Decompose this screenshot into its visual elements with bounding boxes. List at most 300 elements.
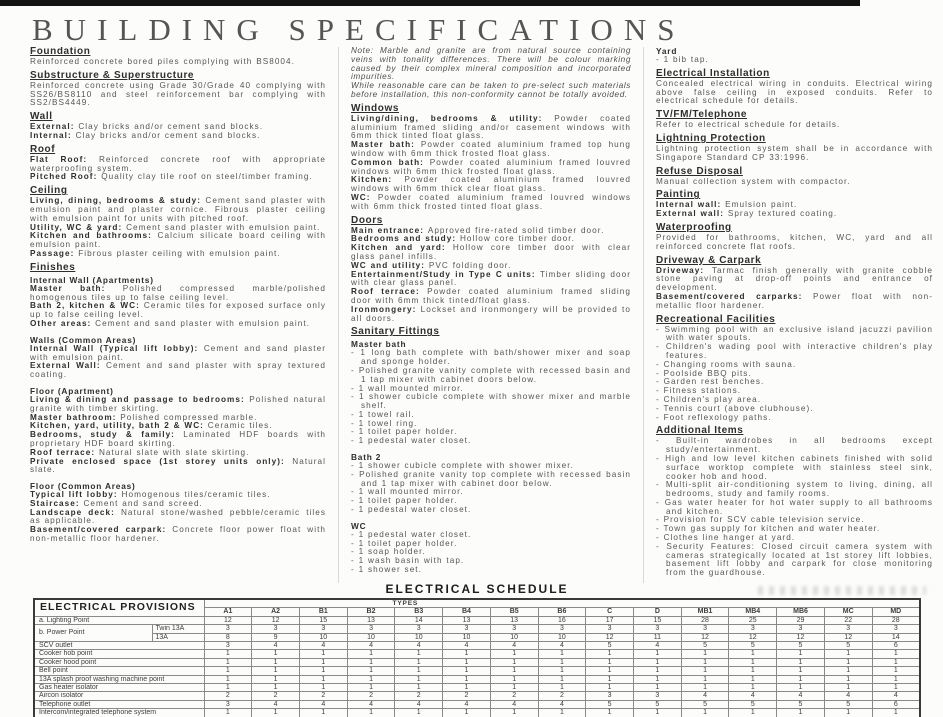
spec-label: Internal wall: xyxy=(656,200,726,210)
schedule-value: 1 xyxy=(252,709,300,717)
spec-item: Driveway: Tarmac finish generally with granite cobble stone paving at drop-off points and entrance of development. xyxy=(656,265,933,293)
spec-label: External wall: xyxy=(656,209,728,219)
schedule-value: 1 xyxy=(824,684,872,692)
spec-item: Internal wall: Emulsion paint. xyxy=(656,200,798,210)
schedule-value: 12 xyxy=(586,633,634,641)
bullet-item: - 1 long bath complete with bath/shower mixer and soap and sponge holder. xyxy=(351,348,631,367)
schedule-value: 1 xyxy=(633,675,681,683)
row-sublabel: 13A xyxy=(152,633,204,641)
schedule-value: 1 xyxy=(586,667,634,675)
schedule-value: 3 xyxy=(538,625,586,633)
spec-label: External: xyxy=(30,122,79,132)
schedule-value: 29 xyxy=(777,616,825,624)
schedule-value: 4 xyxy=(347,700,395,708)
bullet-item: - Swimming pool with an exclusive island jacuzzi pavilion with water spouts. xyxy=(656,324,933,343)
schedule-value: 2 xyxy=(395,692,443,700)
schedule-value: 6 xyxy=(872,642,920,650)
schedule-value: 12 xyxy=(252,616,300,624)
type-col-header: MD xyxy=(872,608,920,616)
schedule-value: 22 xyxy=(824,616,872,624)
schedule-value: 1 xyxy=(681,684,729,692)
schedule-value: 2 xyxy=(538,692,586,700)
spec-label: Typical lift lobby: xyxy=(30,490,122,500)
schedule-value: 2 xyxy=(490,692,538,700)
section-heading: Waterproofing xyxy=(656,221,732,233)
bullet-item: - 1 soap holder. xyxy=(351,547,426,557)
schedule-value: 1 xyxy=(777,675,825,683)
spec-label: Roof terrace: xyxy=(30,447,99,457)
sub-heading: Yard xyxy=(656,47,678,56)
bullet-item: - 1 toilet paper holder. xyxy=(351,427,458,437)
schedule-value: 1 xyxy=(395,684,443,692)
bullet-item: - Town gas supply for kitchen and water heater. xyxy=(656,524,881,534)
schedule-value: 5 xyxy=(681,642,729,650)
schedule-value: 4 xyxy=(395,642,443,650)
spec-label: Living/dining, bedrooms & utility: xyxy=(351,113,555,123)
schedule-value: 1 xyxy=(347,650,395,658)
schedule-value: 1 xyxy=(872,650,920,658)
bullet-item: - High and low level kitchen cabinets finished with solid surface worktop complete with stainless steel sink, cooker hob and hood. xyxy=(656,453,933,481)
type-col-header: B6 xyxy=(538,608,586,616)
section-heading: Lightning Protection xyxy=(656,132,766,144)
schedule-value: 1 xyxy=(395,650,443,658)
schedule-value: 10 xyxy=(299,633,347,641)
schedule-value: 1 xyxy=(204,675,252,683)
schedule-value: 8 xyxy=(204,633,252,641)
schedule-value: 1 xyxy=(490,650,538,658)
type-col-header: D xyxy=(633,608,681,616)
bullet-item: - 1 pedestal water closet. xyxy=(351,436,472,446)
schedule-value: 1 xyxy=(633,709,681,717)
row-label: Gas heater isolator xyxy=(34,684,204,692)
schedule-value: 1 xyxy=(586,650,634,658)
schedule-value: 1 xyxy=(586,675,634,683)
spec-label: Entertainment/Study in Type C units: xyxy=(351,269,540,279)
spec-item: Living/dining, bedrooms & utility: Powder coated aluminium framed sliding and/or casement windows with 6mm thick tinted float glass. xyxy=(351,113,631,141)
spec-label: WC: xyxy=(351,192,378,202)
schedule-value: 3 xyxy=(204,700,252,708)
sub-heading: Floor (Common Areas) xyxy=(30,481,136,492)
schedule-value: 1 xyxy=(252,684,300,692)
spec-item: Kitchen and yard: Hollow core timber door with clear glass panel infills. xyxy=(351,243,632,261)
section-heading: Finishes xyxy=(30,261,76,273)
schedule-value: 1 xyxy=(681,650,729,658)
spec-label: Living & dining and passage to bedrooms: xyxy=(30,394,250,404)
bullet-item: - 1 pedestal water closet. xyxy=(351,529,472,539)
row-label: Bell point xyxy=(34,667,204,675)
schedule-value: 1 xyxy=(777,658,825,666)
schedule-value: 1 xyxy=(299,675,347,683)
schedule-value: 3 xyxy=(252,625,300,633)
spec-columns xyxy=(30,47,933,583)
top-black-bar xyxy=(0,0,860,6)
schedule-value: 5 xyxy=(681,700,729,708)
schedule-value: 11 xyxy=(633,633,681,641)
section-gap xyxy=(351,515,631,519)
spec-item: Landscape deck: Natural stone/washed pebble/ceramic tiles as applicable. xyxy=(30,507,327,526)
bullet-item: - 1 toilet paper holder. xyxy=(351,496,458,506)
schedule-row xyxy=(34,650,920,658)
bullet-item: - Provision for SCV cable television service. xyxy=(656,515,865,525)
schedule-value: 1 xyxy=(538,667,586,675)
schedule-value: 14 xyxy=(395,616,443,624)
column-right xyxy=(643,47,933,583)
spec-item: Internal: Clay bricks and/or cement sand blocks. xyxy=(30,130,261,140)
schedule-value: 1 xyxy=(633,650,681,658)
schedule-value: 4 xyxy=(252,700,300,708)
schedule-value: 3 xyxy=(824,625,872,633)
schedule-value: 3 xyxy=(395,625,443,633)
spec-item: Basement/covered carparks: Power float with non-metallic floor hardener. xyxy=(656,291,933,310)
schedule-value: 3 xyxy=(872,625,920,633)
spec-label: Bedrooms and study: xyxy=(351,234,460,244)
schedule-value: 1 xyxy=(443,709,491,717)
spec-label: Kitchen, yard, utility, bath 2 & WC: xyxy=(30,421,208,431)
schedule-value: 5 xyxy=(729,642,777,650)
schedule-value: 1 xyxy=(729,658,777,666)
row-label: Cooker hob point xyxy=(34,650,204,658)
schedule-value: 1 xyxy=(729,650,777,658)
schedule-value: 2 xyxy=(347,692,395,700)
schedule-value: 4 xyxy=(777,692,825,700)
type-col-header: B3 xyxy=(395,608,443,616)
spec-item: Entertainment/Study in Type C units: Timber sliding door with clear glass panel. xyxy=(351,269,631,288)
schedule-row xyxy=(34,667,920,675)
spec-label: Pitched Roof: xyxy=(30,172,102,182)
type-col-header: MB1 xyxy=(681,608,729,616)
row-label: Aircon isolator xyxy=(34,692,204,700)
spec-label: Driveway: xyxy=(656,265,712,275)
section-heading: TV/FM/Telephone xyxy=(656,109,748,121)
section-heading: Refuse Disposal xyxy=(656,165,743,177)
schedule-value: 1 xyxy=(824,650,872,658)
spec-item: Living, dining, bedrooms & study: Cement sand plaster with emulsion paint and plaster cornice. Fibrous plaster ceiling with emulsion paint for units with pitched roof. xyxy=(30,196,326,223)
row-label: SCV outlet xyxy=(34,642,204,650)
schedule-value: 1 xyxy=(299,658,347,666)
spec-label: Ironmongery: xyxy=(351,304,421,314)
paragraph: Provided for bathrooms, kitchen, WC, yard and all reinforced concrete flat roofs. xyxy=(656,232,933,251)
schedule-value: 4 xyxy=(490,700,538,708)
schedule-value: 3 xyxy=(633,625,681,633)
section-heading: Windows xyxy=(351,102,399,114)
schedule-value: 1 xyxy=(681,675,729,683)
schedule-value: 3 xyxy=(777,625,825,633)
bullet-item: - 1 wash basin with tap. xyxy=(351,556,465,566)
row-label: Cooker hood point xyxy=(34,658,204,666)
schedule-value: 1 xyxy=(347,675,395,683)
spec-label: Landscape deck: xyxy=(30,507,121,517)
paragraph: Concealed electrical wiring in conduits. Electrical wiring above false ceiling in exposed conduits. Refer to electrical schedule for details. xyxy=(656,78,933,106)
type-col-header: B5 xyxy=(490,608,538,616)
schedule-value: 12 xyxy=(681,633,729,641)
paragraph: Reinforced concrete bored piles complying with BS8004. xyxy=(30,57,295,66)
type-col-header: MB6 xyxy=(777,608,825,616)
paragraph: Lightning protection system shall be in accordance with Singapore Standard CP 33:1996. xyxy=(656,143,933,162)
schedule-value: 12 xyxy=(824,633,872,641)
section-gap xyxy=(30,475,326,479)
schedule-value: 1 xyxy=(872,684,920,692)
spec-item: Private enclosed space (1st storey units only): Natural slate. xyxy=(30,456,326,475)
schedule-value: 25 xyxy=(729,616,777,624)
spec-label: Staircase: xyxy=(30,498,84,508)
sub-heading: Bath 2 xyxy=(351,452,382,463)
type-col-header: B4 xyxy=(443,608,491,616)
spec-label: External Wall: xyxy=(30,361,106,371)
spec-item: Main entrance: Approved fire-rated solid timber door. xyxy=(351,225,605,235)
spec-label: WC and utility: xyxy=(351,260,429,270)
bullet-item: - Changing rooms with sauna. xyxy=(656,359,797,369)
spec-item: WC and utility: PVC folding door. xyxy=(351,260,512,270)
schedule-value: 1 xyxy=(586,684,634,692)
schedule-value: 5 xyxy=(729,700,777,708)
spec-item: Passage: Fibrous plaster ceiling with emulsion paint. xyxy=(30,248,281,258)
spec-label: Kitchen and yard: xyxy=(351,243,453,253)
schedule-value: 1 xyxy=(490,667,538,675)
section-heading: Painting xyxy=(656,189,701,201)
sub-heading: WC xyxy=(351,520,367,531)
spec-item: Bedrooms and study: Hollow core timber door. xyxy=(351,234,575,244)
spec-label: Internal: xyxy=(30,130,76,140)
schedule-value: 1 xyxy=(443,684,491,692)
bullet-item: - Children's play area. xyxy=(656,394,762,404)
section-heading: Substructure & Superstructure xyxy=(30,69,195,81)
electrical-schedule-table xyxy=(33,598,921,717)
paragraph: Manual collection system with compactor. xyxy=(656,176,851,186)
schedule-value: 12 xyxy=(204,616,252,624)
schedule-value: 3 xyxy=(586,692,634,700)
spec-label: Basement/covered carparks: xyxy=(656,291,813,301)
schedule-value: 2 xyxy=(299,692,347,700)
schedule-value: 5 xyxy=(586,700,634,708)
schedule-value: 1 xyxy=(633,684,681,692)
spec-label: Passage: xyxy=(30,248,79,258)
bullet-item: - Gas water heater for hot water supply to all bathrooms and kitchen. xyxy=(656,497,933,516)
schedule-value: 1 xyxy=(443,675,491,683)
spec-label: Common bath: xyxy=(351,157,430,167)
spec-item: Kitchen: Powder coated aluminium framed louvred windows with 6mm thick clear float glass. xyxy=(351,175,631,194)
schedule-row xyxy=(34,700,920,708)
schedule-value: 15 xyxy=(299,616,347,624)
type-col-header: B1 xyxy=(299,608,347,616)
row-label: Telephone outlet xyxy=(34,700,204,708)
schedule-value: 2 xyxy=(443,692,491,700)
section-heading: Ceiling xyxy=(30,185,68,197)
paragraph: Reinforced concrete using Grade 30/Grade 40 complying with SS26/BS8110 and steel reinforcement bar complying with SS2/BS4449. xyxy=(30,80,326,108)
spec-item: Master bath: Powder coated aluminium framed top hung window with 6mm thick frosted float glass. xyxy=(351,140,631,158)
schedule-value: 1 xyxy=(777,650,825,658)
schedule-value: 10 xyxy=(490,633,538,641)
type-col-header: B2 xyxy=(347,608,395,616)
spec-label: Internal Wall (Typical lift lobby): xyxy=(30,343,204,353)
schedule-value: 3 xyxy=(729,625,777,633)
schedule-row xyxy=(34,692,920,700)
schedule-row xyxy=(34,684,920,692)
spec-item: External wall: Spray textured coating. xyxy=(656,209,838,219)
provisions-header: ELECTRICAL PROVISIONS xyxy=(34,599,204,616)
spec-item: Common bath: Powder coated aluminium framed louvred windows with 6mm thick frosted float glass. xyxy=(351,157,631,176)
bullet-item: - 1 wall mounted mirror. xyxy=(351,487,464,497)
spec-label: Living, dining, bedrooms & study: xyxy=(30,196,206,206)
bullet-item: - Polished granite vanity top complete with recessed basin and 1 tap mixer with cabinet door below. xyxy=(351,469,631,488)
schedule-value: 4 xyxy=(538,642,586,650)
schedule-value: 1 xyxy=(633,667,681,675)
schedule-value: 2 xyxy=(204,692,252,700)
schedule-value: 10 xyxy=(443,633,491,641)
bullet-item: - 1 pedestal water closet. xyxy=(351,505,472,515)
schedule-value: 1 xyxy=(252,658,300,666)
schedule-value: 1 xyxy=(681,658,729,666)
spec-item: Roof terrace: Powder coated aluminium framed sliding door with 6mm thick tinted/float glass. xyxy=(351,287,631,305)
schedule-value: 4 xyxy=(824,692,872,700)
spec-label: Roof terrace: xyxy=(351,287,428,297)
schedule-value: 1 xyxy=(490,658,538,666)
section-gap xyxy=(30,329,326,333)
schedule-value: 1 xyxy=(204,709,252,717)
schedule-value: 1 xyxy=(347,709,395,717)
schedule-value: 1 xyxy=(299,650,347,658)
spec-label: Kitchen: xyxy=(351,175,405,185)
column-left xyxy=(30,47,338,583)
bullet-item: - 1 shower cubicle complete with shower mixer and marble shelf. xyxy=(351,392,631,411)
spec-label: Master bath: xyxy=(351,140,421,150)
bullet-item: - 1 toilet paper holder. xyxy=(351,538,458,548)
schedule-value: 1 xyxy=(538,675,586,683)
spec-label: Other areas: xyxy=(30,318,96,328)
schedule-row xyxy=(34,675,920,683)
sub-heading: Master bath xyxy=(351,339,407,350)
schedule-value: 3 xyxy=(204,625,252,633)
schedule-value: 3 xyxy=(443,625,491,633)
schedule-value: 4 xyxy=(395,700,443,708)
spec-label: Bedrooms, study & family: xyxy=(30,430,184,440)
schedule-value: 5 xyxy=(824,700,872,708)
schedule-value: 1 xyxy=(395,667,443,675)
schedule-value: 12 xyxy=(729,633,777,641)
sub-heading: Internal Wall (Apartments) xyxy=(30,274,154,285)
schedule-value: 1 xyxy=(681,709,729,717)
row-label: 13A splash proof washing machine point xyxy=(34,675,204,683)
spec-label: Bath 2, kitchen & WC: xyxy=(30,301,144,311)
schedule-row xyxy=(34,625,920,633)
paragraph: Refer to electrical schedule for details. xyxy=(656,120,841,130)
schedule-value: 1 xyxy=(443,667,491,675)
spec-item: Basement/covered carpark: Concrete floor power float with non-metallic floor hardener. xyxy=(30,525,326,544)
schedule-value: 1 xyxy=(252,675,300,683)
bullet-item: - Fitness stations. xyxy=(656,386,742,396)
schedule-value: 13 xyxy=(490,616,538,624)
schedule-value: 10 xyxy=(347,633,395,641)
schedule-value: 5 xyxy=(777,700,825,708)
schedule-value: 1 xyxy=(490,675,538,683)
spec-item: Staircase: Cement and sand screed. xyxy=(30,498,203,508)
section-heading: Sanitary Fittings xyxy=(351,326,440,338)
spec-label: Utility, WC & yard: xyxy=(30,222,127,232)
scan-artifact xyxy=(758,586,926,595)
schedule-value: 1 xyxy=(204,658,252,666)
schedule-value: 1 xyxy=(490,709,538,717)
type-col-header: MC xyxy=(824,608,872,616)
schedule-value: 4 xyxy=(872,692,920,700)
schedule-value: 4 xyxy=(729,692,777,700)
schedule-value: 1 xyxy=(395,675,443,683)
spec-item: Flat Roof: Reinforced concrete roof with appropriate waterproofing system. xyxy=(30,154,326,173)
schedule-value: 1 xyxy=(538,684,586,692)
schedule-value: 6 xyxy=(872,700,920,708)
section-heading: Doors xyxy=(351,214,383,226)
spec-item: Other areas: Cement and sand plaster with emulsion paint. xyxy=(30,318,311,328)
spec-item: Kitchen and bathrooms: Calcium silicate board ceiling with emulsion paint. xyxy=(30,231,326,250)
electrical-schedule xyxy=(33,582,921,717)
schedule-value: 5 xyxy=(586,642,634,650)
spec-item: Master bathroom: Polished compressed marble. xyxy=(30,412,258,422)
schedule-value: 1 xyxy=(299,684,347,692)
sub-heading: Floor (Apartment) xyxy=(30,385,114,396)
bullet-item: - 1 wall mounted mirror. xyxy=(351,383,464,393)
schedule-value: 1 xyxy=(538,658,586,666)
schedule-value: 17 xyxy=(586,616,634,624)
schedule-value: 1 xyxy=(824,709,872,717)
schedule-header-row xyxy=(34,599,920,608)
spec-item: Bath 2, kitchen & WC: Ceramic tiles for exposed surface only up to false ceiling level. xyxy=(30,301,326,320)
schedule-value: 1 xyxy=(586,709,634,717)
schedule-value: 10 xyxy=(395,633,443,641)
spec-item: Bedrooms, study & family: Laminated HDF boards with proprietary HDF board skirting. xyxy=(30,430,326,448)
schedule-value: 1 xyxy=(729,709,777,717)
spec-label: Kitchen and bathrooms: xyxy=(30,231,158,241)
schedule-value: 1 xyxy=(729,684,777,692)
spec-item: Typical lift lobby: Homogenous tiles/ceramic tiles. xyxy=(30,490,271,500)
section-heading: Recreational Facilities xyxy=(656,313,776,325)
schedule-value: 3 xyxy=(490,625,538,633)
schedule-value: 1 xyxy=(204,667,252,675)
schedule-row xyxy=(34,633,920,641)
schedule-value: 4 xyxy=(443,700,491,708)
type-col-header: A2 xyxy=(252,608,300,616)
spec-item: Internal Wall (Typical lift lobby): Cement and sand plaster with emulsion paint. xyxy=(30,343,326,362)
spec-label: Master bathroom: xyxy=(30,412,121,422)
spec-item: External: Clay bricks and/or cement sand blocks. xyxy=(30,122,264,132)
row-sublabel: Twin 13A xyxy=(152,625,204,633)
schedule-value: 4 xyxy=(490,642,538,650)
bullet-item: - 1 shower set. xyxy=(351,565,422,575)
schedule-value: 1 xyxy=(633,658,681,666)
bullet-item: - Clothes line hanger at yard. xyxy=(656,533,796,543)
schedule-value: 1 xyxy=(443,658,491,666)
schedule-value: 1 xyxy=(347,667,395,675)
schedule-value: 1 xyxy=(252,650,300,658)
spec-item: Roof terrace: Natural slate with slate skirting. xyxy=(30,447,250,457)
spec-label: Private enclosed space (1st storey units only): xyxy=(30,456,293,466)
schedule-value: 1 xyxy=(872,709,920,717)
schedule-value: 1 xyxy=(777,667,825,675)
schedule-row xyxy=(34,709,920,717)
row-label: b. Power Point xyxy=(34,625,152,642)
schedule-value: 1 xyxy=(824,667,872,675)
schedule-value: 1 xyxy=(538,709,586,717)
types-header: TYPES xyxy=(204,599,920,608)
schedule-value: 1 xyxy=(347,658,395,666)
schedule-row xyxy=(34,642,920,650)
section-heading: Foundation xyxy=(30,47,91,57)
schedule-value: 13 xyxy=(347,616,395,624)
schedule-value: 5 xyxy=(777,642,825,650)
spec-item: WC: Powder coated aluminium framed louvred windows with 6mm thick frosted tinted float glass. xyxy=(351,192,631,211)
spec-item: Ironmongery: Lockset and ironmongery will be provided to all doors. xyxy=(351,304,631,323)
spec-item: Utility, WC & yard: Cement sand plaster with emulsion paint. xyxy=(30,222,321,232)
spec-item: External Wall: Cement and sand plaster with spray textured coating. xyxy=(30,361,326,380)
section-heading: Driveway & Carpark xyxy=(656,254,762,266)
schedule-value: 4 xyxy=(633,642,681,650)
